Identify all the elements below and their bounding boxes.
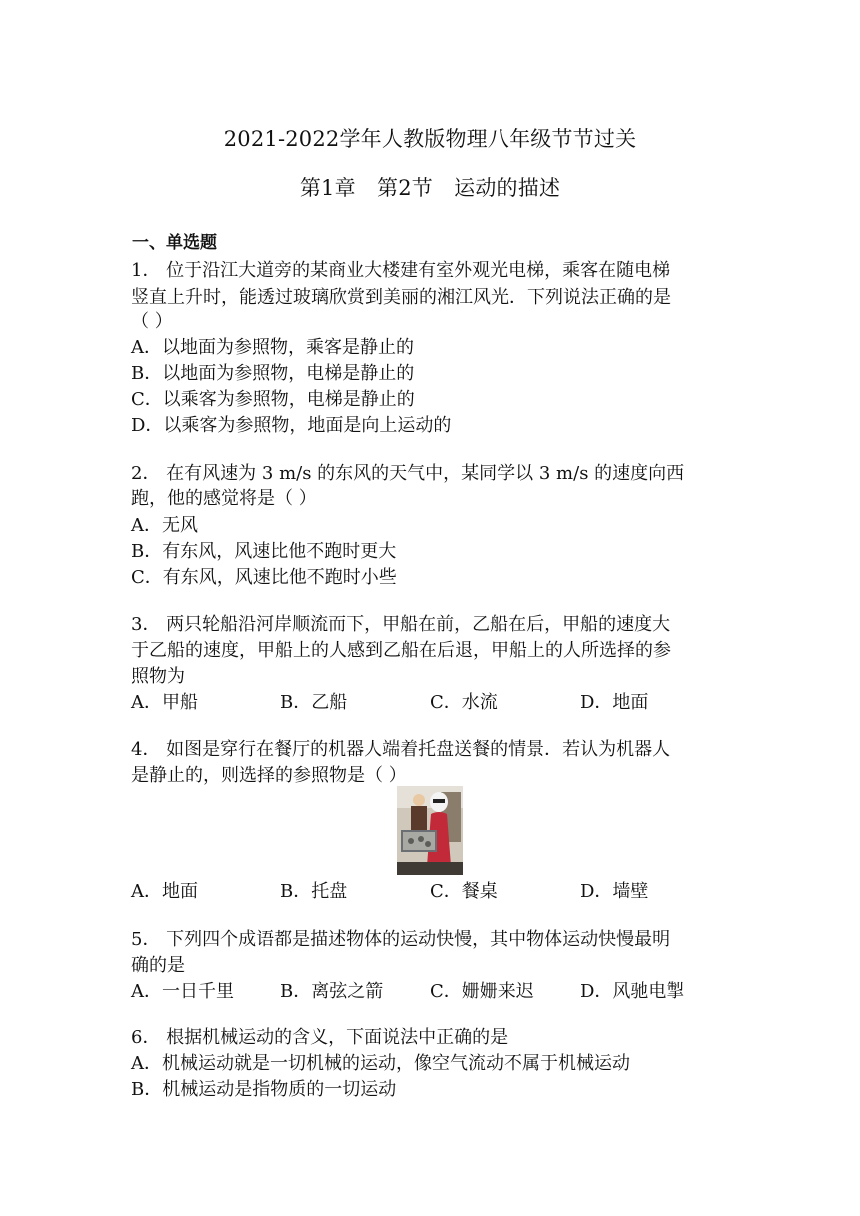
document-title: 2021-2022学年人教版物理八年级节节过关	[223, 127, 637, 151]
question-4-option-c: C．餐桌	[430, 881, 498, 902]
question-4-line-2: 是静止的，则选择的参照物是（ ）	[131, 765, 407, 786]
question-1-line-2: 竖直上升时，能透过玻璃欣赏到美丽的湘江风光．下列说法正确的是	[131, 287, 671, 308]
question-3-line-3: 照物为	[131, 666, 185, 687]
question-1-line-3: （ ）	[131, 311, 173, 332]
question-5-option-d: D．风驰电掣	[580, 981, 685, 1002]
robot-photo-illustration	[397, 786, 463, 875]
question-6-line-1: 6． 根据机械运动的含义，下面说法中正确的是	[131, 1027, 509, 1048]
question-4-option-a: A．地面	[131, 881, 198, 902]
question-2-option-c: C．有东风，风速比他不跑时小些	[131, 567, 397, 588]
question-1-option-d: D．以乘客为参照物，地面是向上运动的	[131, 415, 452, 436]
question-5-line-2: 确的是	[131, 955, 185, 976]
restaurant-robot-photo	[397, 786, 463, 875]
question-1-line-1: 1． 位于沿江大道旁的某商业大楼建有室外观光电梯，乘客在随电梯	[131, 260, 671, 281]
question-5-line-1: 5． 下列四个成语都是描述物体的运动快慢，其中物体运动快慢最明	[131, 929, 671, 950]
question-3-option-b: B．乙船	[280, 692, 348, 713]
question-1-option-a: A．以地面为参照物，乘客是静止的	[131, 337, 414, 358]
question-6-option-b: B．机械运动是指物质的一切运动	[131, 1079, 397, 1100]
question-3-line-1: 3． 两只轮船沿河岸顺流而下，甲船在前，乙船在后，甲船的速度大	[131, 614, 671, 635]
question-3-line-2: 于乙船的速度，甲船上的人感到乙船在后退，甲船上的人所选择的参	[131, 640, 671, 661]
section-heading: 一、单选题	[132, 233, 217, 253]
question-5-option-b: B．离弦之箭	[280, 981, 384, 1002]
question-1-option-c: C．以乘客为参照物，电梯是静止的	[131, 389, 415, 410]
question-4-option-d: D．墙壁	[580, 881, 649, 902]
question-1-option-b: B．以地面为参照物，电梯是静止的	[131, 363, 415, 384]
question-3-option-c: C．水流	[430, 692, 498, 713]
question-5-option-c: C．姗姗来迟	[430, 981, 534, 1002]
question-4-option-b: B．托盘	[280, 881, 348, 902]
chapter-subtitle: 第1章 第2节 运动的描述	[299, 176, 561, 200]
question-6-option-a: A．机械运动就是一切机械的运动，像空气流动不属于机械运动	[131, 1053, 630, 1074]
question-4-line-1: 4． 如图是穿行在餐厅的机器人端着托盘送餐的情景．若认为机器人	[131, 739, 671, 760]
question-2-option-a: A．无风	[131, 515, 198, 536]
question-3-option-d: D．地面	[580, 692, 649, 713]
question-2-line-2: 跑，他的感觉将是（ ）	[131, 488, 317, 509]
question-2-line-1: 2． 在有风速为 3 m/s 的东风的天气中，某同学以 3 m/s 的速度向西	[131, 463, 685, 484]
question-2-option-b: B．有东风，风速比他不跑时更大	[131, 541, 397, 562]
question-5-option-a: A．一日千里	[131, 981, 234, 1002]
question-3-option-a: A．甲船	[131, 692, 198, 713]
